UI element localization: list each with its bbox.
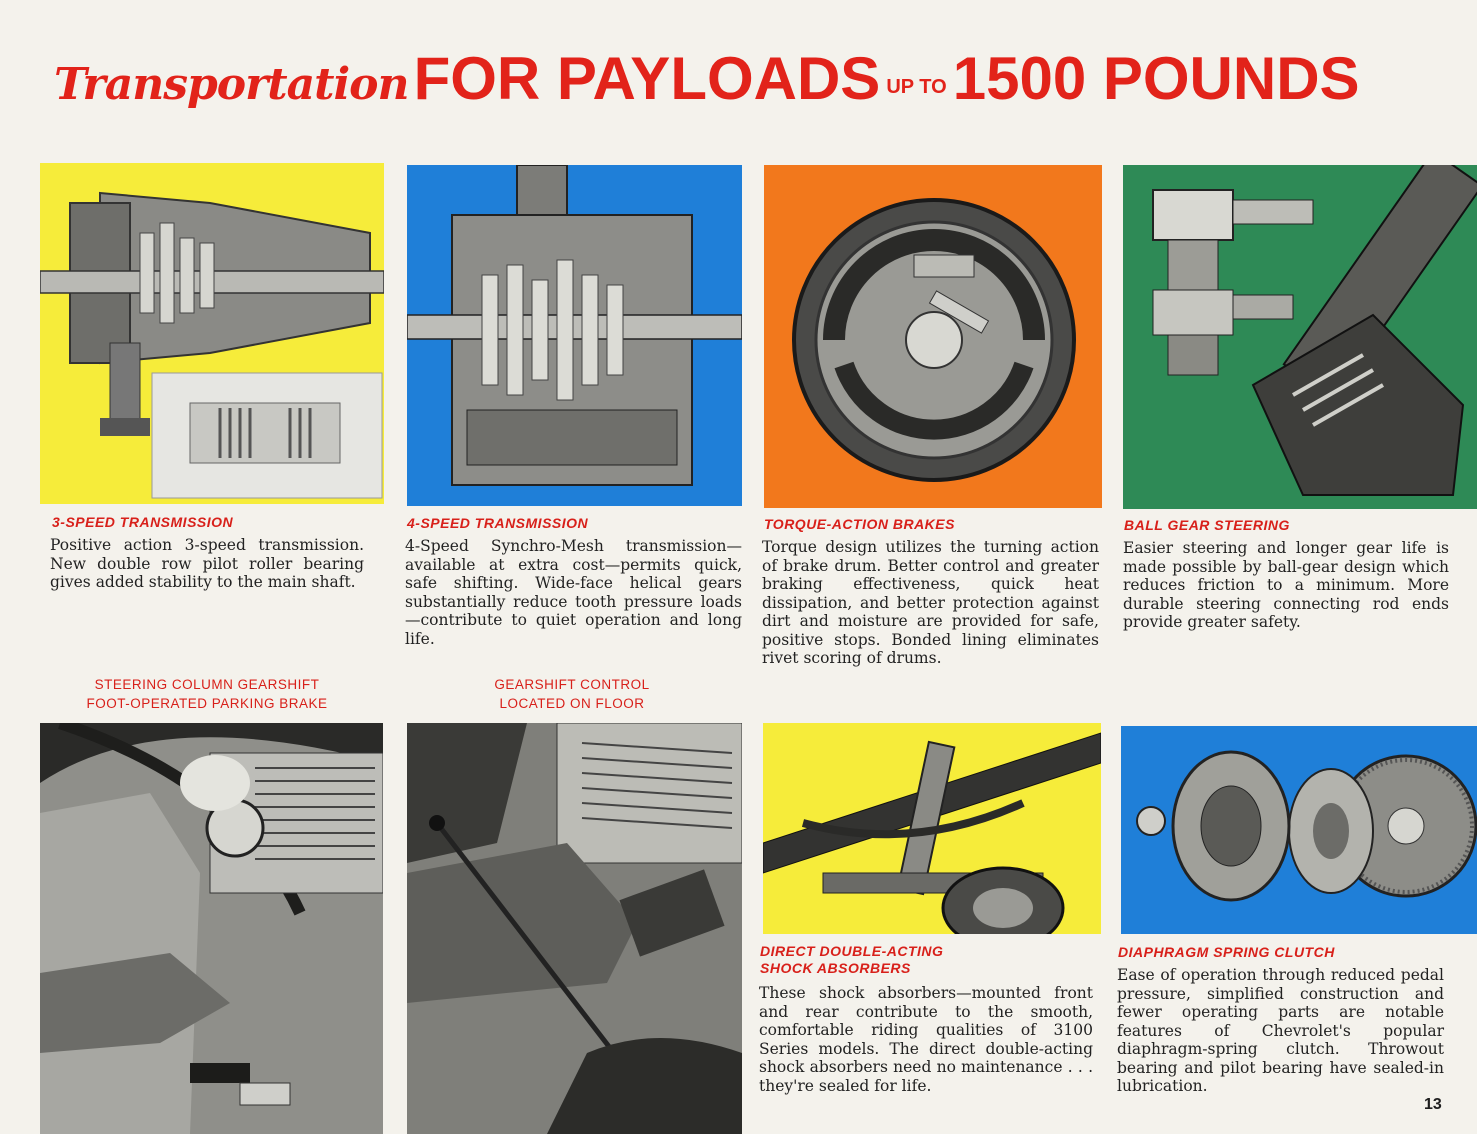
diaphragm-clutch-illustration bbox=[1121, 726, 1477, 934]
transmission-4speed-illustration bbox=[407, 165, 742, 506]
feature-heading-shock-line2: SHOCK ABSORBERS bbox=[760, 960, 911, 976]
ball-gear-steering-illustration bbox=[1123, 165, 1477, 509]
transmission-4speed-image bbox=[407, 165, 742, 506]
brakes-image bbox=[764, 165, 1102, 508]
feature-heading-4speed: 4-SPEED TRANSMISSION bbox=[407, 515, 589, 531]
caption-steering-column-line2: FOOT-OPERATED PARKING BRAKE bbox=[86, 696, 328, 711]
cab-interior-photo-1 bbox=[40, 723, 383, 1134]
feature-heading-shock-absorbers bbox=[760, 943, 943, 977]
title-script: Transportation bbox=[54, 59, 409, 110]
feature-text-shock-absorbers: These shock absorbers—mounted front and rear contribute to the smooth, comfortable riding qualities of 3100 Series models. The direct double-acting shock absorbers need no maintenance . . . they're sealed for life. bbox=[759, 984, 1093, 1095]
title-small: UP TO bbox=[886, 76, 947, 98]
steering-image bbox=[1123, 165, 1477, 509]
brake-drum-illustration bbox=[764, 165, 1102, 508]
transmission-3speed-illustration bbox=[40, 163, 384, 504]
transmission-3speed-image bbox=[40, 163, 384, 504]
feature-heading-3speed: 3-SPEED TRANSMISSION bbox=[52, 514, 234, 530]
steering-column-photo bbox=[40, 723, 383, 1134]
caption-steering-column bbox=[40, 675, 374, 713]
feature-text-steering: Easier steering and longer gear life is made possible by ball-gear design which reduces friction to a minimum. More durable steering connecting rod ends provide greater safety. bbox=[1123, 539, 1449, 631]
caption-steering-column-line1: STEERING COLUMN GEARSHIFT bbox=[94, 677, 320, 692]
page-number: 13 bbox=[1424, 1096, 1442, 1113]
caption-gearshift-floor-line1: GEARSHIFT CONTROL bbox=[494, 677, 650, 692]
feature-heading-brakes: TORQUE-ACTION BRAKES bbox=[764, 516, 955, 532]
feature-text-clutch: Ease of operation through reduced pedal pressure, simplified construction and fewer operating parts are notable features of Chevrolet's popular diaphragm-spring clutch. Throwout bearing and pilot bearing have sealed-in lubrication. bbox=[1117, 966, 1444, 1095]
feature-text-4speed: 4-Speed Synchro-Mesh transmission—available at extra cost—permits quick, safe shifting. Wide-face helical gears substantially reduce tooth pressure loads—contribute to quiet operation and long life. bbox=[405, 537, 742, 648]
shock-absorbers-image bbox=[763, 723, 1101, 934]
cab-interior-photo-2 bbox=[407, 723, 742, 1134]
caption-gearshift-floor bbox=[405, 675, 739, 713]
clutch-image bbox=[1121, 726, 1477, 934]
caption-gearshift-floor-line2: LOCATED ON FLOOR bbox=[499, 696, 645, 711]
shock-absorber-illustration bbox=[763, 723, 1101, 934]
feature-heading-clutch: DIAPHRAGM SPRING CLUTCH bbox=[1118, 944, 1335, 960]
title-main: FOR PAYLOADS bbox=[413, 45, 881, 112]
feature-text-brakes: Torque design utilizes the turning action of brake drum. Better control and greater braking effectiveness, quick heat dissipation, and better protection against dirt and moisture are provided for safe, positive stops. Bonded lining eliminates rivet scoring of drums. bbox=[762, 538, 1099, 667]
feature-heading-shock-line1: DIRECT DOUBLE-ACTING bbox=[760, 943, 944, 959]
gearshift-floor-photo bbox=[407, 723, 742, 1134]
title-tail: 1500 POUNDS bbox=[952, 45, 1360, 112]
feature-heading-steering: BALL GEAR STEERING bbox=[1124, 517, 1290, 533]
page-title bbox=[54, 44, 1360, 113]
feature-text-3speed: Positive action 3-speed transmission. New double row pilot roller bearing gives added stability to the main shaft. bbox=[50, 536, 364, 591]
